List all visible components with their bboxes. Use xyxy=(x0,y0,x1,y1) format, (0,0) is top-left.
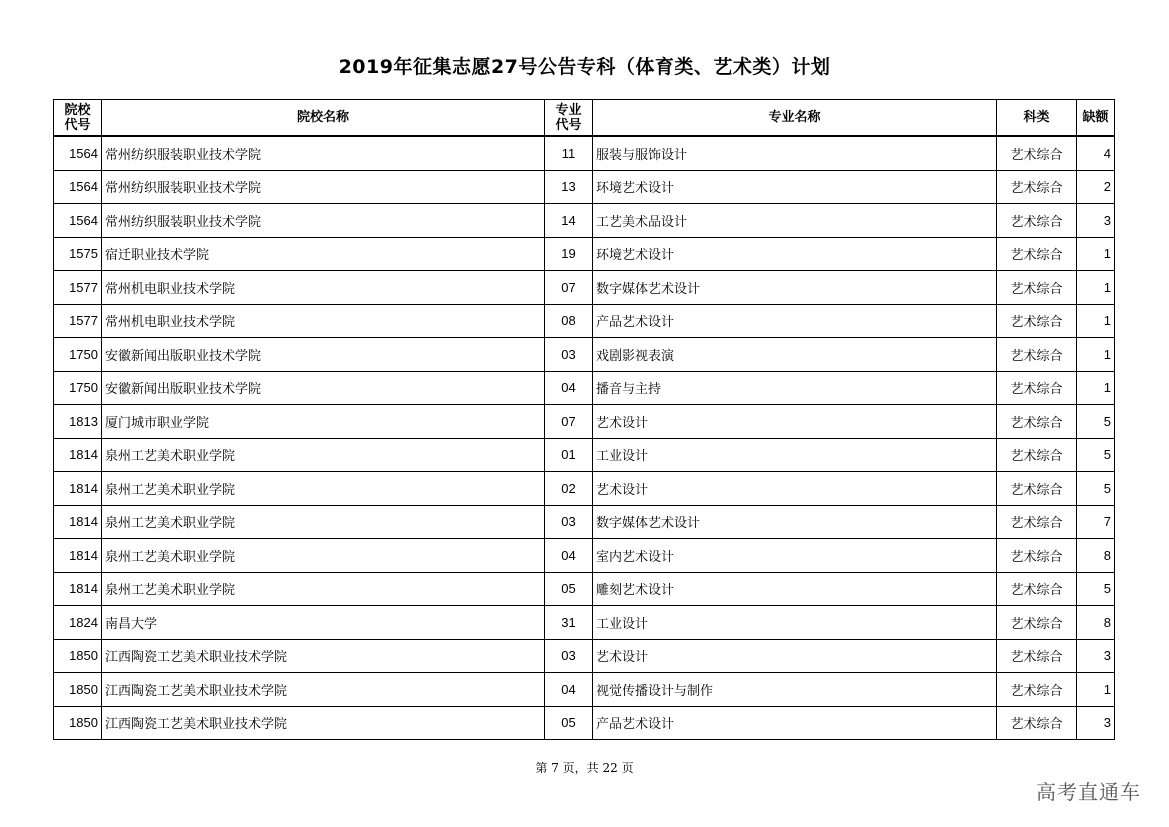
cell-school-name: 南昌大学 xyxy=(102,606,545,640)
cell-category: 艺术综合 xyxy=(997,136,1077,170)
cell-major-name: 戏剧影视表演 xyxy=(593,338,997,372)
cell-major-name: 产品艺术设计 xyxy=(593,706,997,740)
cell-major-code: 07 xyxy=(545,405,593,439)
cell-major-name: 播音与主持 xyxy=(593,371,997,405)
cell-school-code: 1564 xyxy=(54,136,102,170)
cell-category: 艺术综合 xyxy=(997,673,1077,707)
table-row xyxy=(54,271,1115,305)
header-school-code-l1: 院校 xyxy=(64,102,91,118)
header-major-code-l1: 专业 xyxy=(555,102,582,118)
cell-major-code: 11 xyxy=(545,136,593,170)
table-row xyxy=(54,136,1115,170)
cell-school-code: 1824 xyxy=(54,606,102,640)
cell-school-code: 1577 xyxy=(54,271,102,305)
cell-category: 艺术综合 xyxy=(997,405,1077,439)
cell-major-code: 13 xyxy=(545,170,593,204)
cell-category: 艺术综合 xyxy=(997,639,1077,673)
cell-major-code: 07 xyxy=(545,271,593,305)
cell-vacancy: 1 xyxy=(1077,237,1115,271)
cell-major-code: 05 xyxy=(545,706,593,740)
table-row xyxy=(54,539,1115,573)
cell-school-code: 1814 xyxy=(54,539,102,573)
cell-vacancy: 5 xyxy=(1077,572,1115,606)
cell-school-code: 1813 xyxy=(54,405,102,439)
header-category: 科类 xyxy=(997,100,1077,137)
cell-vacancy: 3 xyxy=(1077,639,1115,673)
cell-major-name: 服装与服饰设计 xyxy=(593,136,997,170)
cell-major-code: 14 xyxy=(545,204,593,238)
cell-major-name: 室内艺术设计 xyxy=(593,539,997,573)
cell-category: 艺术综合 xyxy=(997,170,1077,204)
cell-vacancy: 1 xyxy=(1077,304,1115,338)
cell-school-name: 常州纺织服装职业技术学院 xyxy=(102,136,545,170)
cell-vacancy: 8 xyxy=(1077,539,1115,573)
cell-school-name: 常州纺织服装职业技术学院 xyxy=(102,204,545,238)
cell-school-name: 安徽新闻出版职业技术学院 xyxy=(102,338,545,372)
table-row xyxy=(54,572,1115,606)
cell-major-name: 数字媒体艺术设计 xyxy=(593,505,997,539)
cell-school-name: 江西陶瓷工艺美术职业技术学院 xyxy=(102,706,545,740)
table-row xyxy=(54,204,1115,238)
table-row xyxy=(54,371,1115,405)
cell-major-name: 工业设计 xyxy=(593,606,997,640)
header-major-name: 专业名称 xyxy=(593,100,997,137)
cell-category: 艺术综合 xyxy=(997,606,1077,640)
cell-category: 艺术综合 xyxy=(997,539,1077,573)
cell-category: 艺术综合 xyxy=(997,237,1077,271)
table-header-row xyxy=(54,100,1115,137)
cell-vacancy: 3 xyxy=(1077,706,1115,740)
cell-major-code: 04 xyxy=(545,371,593,405)
cell-major-code: 04 xyxy=(545,673,593,707)
cell-major-name: 艺术设计 xyxy=(593,472,997,506)
table-row xyxy=(54,170,1115,204)
cell-school-name: 江西陶瓷工艺美术职业技术学院 xyxy=(102,639,545,673)
cell-school-code: 1814 xyxy=(54,505,102,539)
cell-category: 艺术综合 xyxy=(997,338,1077,372)
cell-vacancy: 1 xyxy=(1077,271,1115,305)
cell-vacancy: 3 xyxy=(1077,204,1115,238)
cell-major-name: 艺术设计 xyxy=(593,639,997,673)
cell-vacancy: 2 xyxy=(1077,170,1115,204)
page-title: 2019年征集志愿27号公告专科（体育类、艺术类）计划 xyxy=(338,56,831,78)
watermark-logo: 高考直通车 xyxy=(1036,780,1141,804)
table-row xyxy=(54,438,1115,472)
cell-category: 艺术综合 xyxy=(997,271,1077,305)
table-body xyxy=(54,136,1115,740)
cell-school-code: 1850 xyxy=(54,639,102,673)
cell-category: 艺术综合 xyxy=(997,371,1077,405)
header-major-code xyxy=(545,100,593,137)
cell-category: 艺术综合 xyxy=(997,438,1077,472)
cell-school-code: 1850 xyxy=(54,706,102,740)
cell-major-name: 环境艺术设计 xyxy=(593,237,997,271)
cell-school-code: 1577 xyxy=(54,304,102,338)
cell-school-code: 1814 xyxy=(54,438,102,472)
cell-major-code: 02 xyxy=(545,472,593,506)
header-vacancy: 缺额 xyxy=(1077,100,1115,137)
cell-category: 艺术综合 xyxy=(997,505,1077,539)
cell-major-name: 视觉传播设计与制作 xyxy=(593,673,997,707)
cell-school-name: 常州纺织服装职业技术学院 xyxy=(102,170,545,204)
cell-major-name: 工艺美术品设计 xyxy=(593,204,997,238)
cell-school-name: 安徽新闻出版职业技术学院 xyxy=(102,371,545,405)
cell-vacancy: 1 xyxy=(1077,673,1115,707)
cell-major-name: 雕刻艺术设计 xyxy=(593,572,997,606)
cell-major-code: 03 xyxy=(545,338,593,372)
cell-major-name: 艺术设计 xyxy=(593,405,997,439)
cell-school-code: 1814 xyxy=(54,472,102,506)
cell-school-name: 泉州工艺美术职业学院 xyxy=(102,572,545,606)
cell-school-name: 江西陶瓷工艺美术职业技术学院 xyxy=(102,673,545,707)
header-major-code-l2: 代号 xyxy=(555,117,582,133)
cell-school-name: 泉州工艺美术职业学院 xyxy=(102,539,545,573)
cell-school-code: 1750 xyxy=(54,371,102,405)
table-row xyxy=(54,639,1115,673)
table-row xyxy=(54,304,1115,338)
cell-category: 艺术综合 xyxy=(997,706,1077,740)
cell-vacancy: 1 xyxy=(1077,338,1115,372)
cell-major-name: 产品艺术设计 xyxy=(593,304,997,338)
cell-category: 艺术综合 xyxy=(997,204,1077,238)
cell-school-code: 1750 xyxy=(54,338,102,372)
cell-school-name: 泉州工艺美术职业学院 xyxy=(102,505,545,539)
cell-major-code: 03 xyxy=(545,505,593,539)
table-row xyxy=(54,237,1115,271)
header-school-code-l2: 代号 xyxy=(64,117,91,133)
cell-vacancy: 5 xyxy=(1077,405,1115,439)
cell-vacancy: 1 xyxy=(1077,371,1115,405)
cell-vacancy: 4 xyxy=(1077,136,1115,170)
cell-major-code: 05 xyxy=(545,572,593,606)
cell-school-code: 1564 xyxy=(54,204,102,238)
cell-major-code: 03 xyxy=(545,639,593,673)
header-school-code xyxy=(54,100,102,137)
cell-school-name: 常州机电职业技术学院 xyxy=(102,304,545,338)
cell-school-name: 厦门城市职业学院 xyxy=(102,405,545,439)
cell-category: 艺术综合 xyxy=(997,472,1077,506)
cell-school-name: 宿迁职业技术学院 xyxy=(102,237,545,271)
cell-major-code: 04 xyxy=(545,539,593,573)
cell-school-code: 1575 xyxy=(54,237,102,271)
cell-major-name: 工业设计 xyxy=(593,438,997,472)
cell-school-name: 泉州工艺美术职业学院 xyxy=(102,472,545,506)
cell-major-code: 01 xyxy=(545,438,593,472)
table-row xyxy=(54,505,1115,539)
cell-school-name: 常州机电职业技术学院 xyxy=(102,271,545,305)
page-footer: 第 7 页，共 22 页 xyxy=(535,761,634,775)
cell-major-code: 08 xyxy=(545,304,593,338)
cell-vacancy: 8 xyxy=(1077,606,1115,640)
table-row xyxy=(54,673,1115,707)
cell-vacancy: 5 xyxy=(1077,438,1115,472)
plan-table xyxy=(53,99,1115,740)
cell-vacancy: 7 xyxy=(1077,505,1115,539)
cell-category: 艺术综合 xyxy=(997,572,1077,606)
cell-major-code: 19 xyxy=(545,237,593,271)
table-row xyxy=(54,405,1115,439)
cell-major-name: 环境艺术设计 xyxy=(593,170,997,204)
cell-school-code: 1564 xyxy=(54,170,102,204)
cell-school-code: 1814 xyxy=(54,572,102,606)
cell-category: 艺术综合 xyxy=(997,304,1077,338)
table-row xyxy=(54,338,1115,372)
cell-school-name: 泉州工艺美术职业学院 xyxy=(102,438,545,472)
cell-vacancy: 5 xyxy=(1077,472,1115,506)
cell-major-code: 31 xyxy=(545,606,593,640)
header-school-name: 院校名称 xyxy=(102,100,545,137)
cell-school-code: 1850 xyxy=(54,673,102,707)
table-row xyxy=(54,472,1115,506)
table-row xyxy=(54,706,1115,740)
table-row xyxy=(54,606,1115,640)
cell-major-name: 数字媒体艺术设计 xyxy=(593,271,997,305)
